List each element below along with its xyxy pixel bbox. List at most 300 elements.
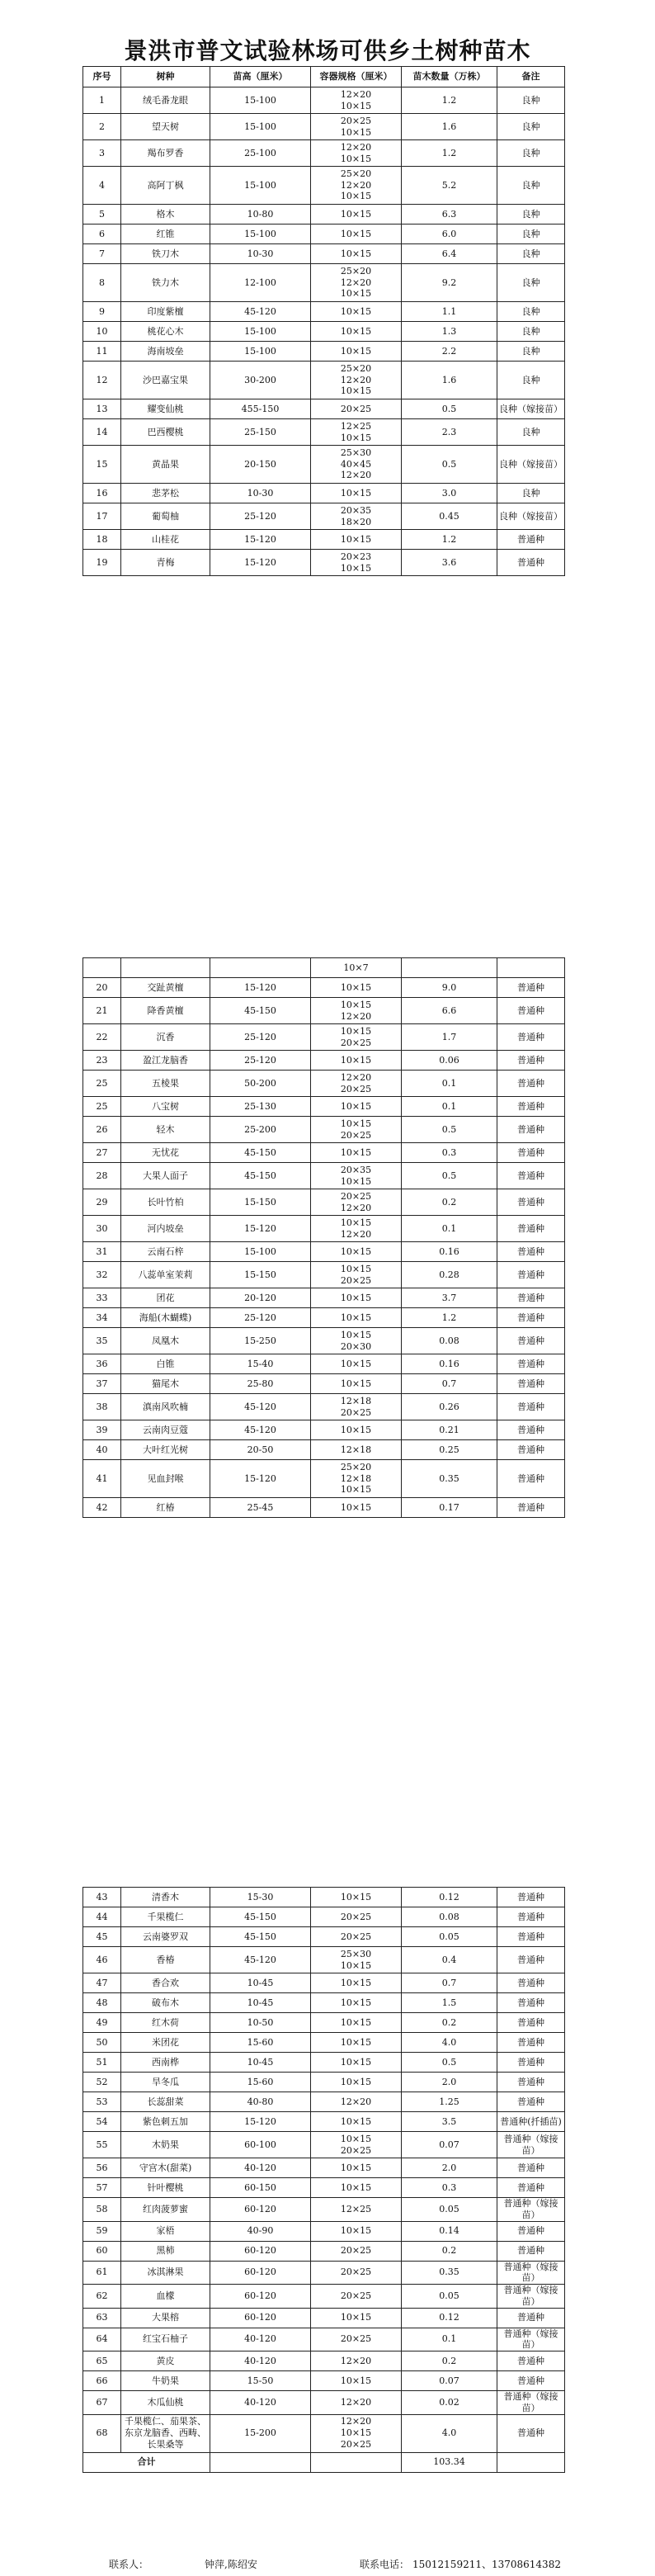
no-cell: 25 xyxy=(83,1071,121,1097)
height-cell: 40-120 xyxy=(210,2158,311,2178)
container-cell xyxy=(311,2414,402,2452)
species-cell: 黄皮 xyxy=(121,2351,210,2371)
height-cell: 15-120 xyxy=(210,1216,311,1242)
container-size: 10×15 xyxy=(340,248,372,259)
height-cell: 15-100 xyxy=(210,87,311,114)
table-row xyxy=(83,1374,565,1394)
quantity-cell: 3.5 xyxy=(402,2112,497,2132)
no-cell: 61 xyxy=(83,2261,121,2285)
species-cell: 破布木 xyxy=(121,1993,210,2013)
height-cell: 60-100 xyxy=(210,2132,311,2158)
no-cell: 14 xyxy=(83,419,121,446)
phone-label: 联系电话： xyxy=(360,2559,410,2570)
container-size: 20×25 xyxy=(340,1190,372,1202)
no-cell: 8 xyxy=(83,264,121,302)
table-row xyxy=(83,2158,565,2178)
species-cell: 交趾黄檀 xyxy=(121,978,210,998)
table-row xyxy=(83,1024,565,1051)
container-size: 10×15 xyxy=(340,2312,372,2323)
no-cell: 58 xyxy=(83,2198,121,2222)
quantity-cell: 9.0 xyxy=(402,978,497,998)
table-row xyxy=(83,978,565,998)
note-cell: 普通种 xyxy=(497,1907,565,1927)
container-size: 10×15 xyxy=(340,999,372,1010)
table-row xyxy=(83,205,565,225)
note-cell: 普通种 xyxy=(497,2241,565,2261)
note-cell: 普通种 xyxy=(497,1163,565,1189)
quantity-cell: 0.17 xyxy=(402,1498,497,1518)
container-size: 12×25 xyxy=(340,2203,372,2214)
note-cell: 普通种 xyxy=(497,998,565,1024)
container-size: 10×15 xyxy=(340,2016,372,2028)
contact-names: 钟萍,陈绍安 xyxy=(205,2559,257,2570)
quantity-cell: 1.1 xyxy=(402,302,497,322)
note-cell: 普通种 xyxy=(497,1440,565,1460)
table-row xyxy=(83,2132,565,2158)
no-cell: 4 xyxy=(83,167,121,205)
quantity-cell: 0.02 xyxy=(402,2391,497,2415)
note-cell: 良种 xyxy=(497,87,565,114)
species-cell: 青梅 xyxy=(121,550,210,576)
table-row xyxy=(83,1163,565,1189)
species-cell: 无忧花 xyxy=(121,1143,210,1163)
note-cell: 良种 xyxy=(497,322,565,342)
note-cell: 普通种 xyxy=(497,1262,565,1288)
height-cell: 45-150 xyxy=(210,1907,311,1927)
table-row xyxy=(83,1993,565,2013)
container-size: 12×20 xyxy=(340,88,372,100)
container-size: 10×15 xyxy=(340,2056,372,2068)
no-cell: 23 xyxy=(83,1051,121,1071)
quantity-cell: 1.25 xyxy=(402,2092,497,2112)
note-cell: 普通种 xyxy=(497,1354,565,1374)
container-size: 20×25 xyxy=(340,2144,372,2156)
table-row xyxy=(83,1888,565,1907)
height-cell: 15-120 xyxy=(210,1460,311,1498)
species-cell: 红锥 xyxy=(121,225,210,244)
container-cell xyxy=(311,530,402,550)
height-cell: 45-120 xyxy=(210,1420,311,1440)
container-size: 10×15 xyxy=(340,2036,372,2048)
height-cell: 60-120 xyxy=(210,2241,311,2261)
container-size: 10×15 xyxy=(340,2181,372,2193)
no-cell: 44 xyxy=(83,1907,121,1927)
species-cell: 黑柿 xyxy=(121,2241,210,2261)
container-cell xyxy=(311,2241,402,2261)
height-cell: 15-100 xyxy=(210,342,311,362)
quantity-cell: 0.5 xyxy=(402,1117,497,1143)
quantity-cell: 1.2 xyxy=(402,87,497,114)
no-cell: 56 xyxy=(83,2158,121,2178)
container-size: 20×25 xyxy=(340,1406,372,1418)
container-size: 10×15 xyxy=(340,1100,372,1112)
height-cell: 15-60 xyxy=(210,2033,311,2053)
quantity-cell: 0.5 xyxy=(402,399,497,419)
height-cell: 25-150 xyxy=(210,419,311,446)
container-size: 10×15 xyxy=(340,1312,372,1323)
species-cell: 八宝树 xyxy=(121,1097,210,1117)
table-row xyxy=(83,419,565,446)
no-cell: 13 xyxy=(83,399,121,419)
phone-numbers: 15012159211、13708614382 xyxy=(412,2559,561,2570)
quantity-cell: 1.2 xyxy=(402,1308,497,1328)
table-row xyxy=(83,114,565,140)
species-cell: 海南坡垒 xyxy=(121,342,210,362)
species-cell: 巴西樱桃 xyxy=(121,419,210,446)
note-cell: 普通种 xyxy=(497,1308,565,1328)
container-size: 20×25 xyxy=(340,2290,372,2301)
no-cell: 50 xyxy=(83,2033,121,2053)
height-cell: 15-120 xyxy=(210,2112,311,2132)
quantity-cell: 1.5 xyxy=(402,1993,497,2013)
container-size: 20×25 xyxy=(340,2266,372,2278)
species-cell: 紫色刺五加 xyxy=(121,2112,210,2132)
note-cell: 普通种 xyxy=(497,2221,565,2241)
height-cell: 15-120 xyxy=(210,530,311,550)
table-row xyxy=(83,2053,565,2073)
no-cell: 31 xyxy=(83,1242,121,1262)
species-cell: 耀变仙桃 xyxy=(121,399,210,419)
note-cell: 良种 xyxy=(497,484,565,503)
height-cell: 25-80 xyxy=(210,1374,311,1394)
no-cell: 60 xyxy=(83,2241,121,2261)
seedling-table-page-1 xyxy=(82,66,565,576)
table-row xyxy=(83,2414,565,2452)
container-size: 20×35 xyxy=(340,1164,372,1175)
container-size: 10×15 xyxy=(340,228,372,239)
no-cell: 66 xyxy=(83,2371,121,2391)
no-cell: 52 xyxy=(83,2073,121,2092)
quantity-cell: 0.07 xyxy=(402,2132,497,2158)
table-row xyxy=(83,2308,565,2328)
height-cell: 15-100 xyxy=(210,1242,311,1262)
no-cell: 63 xyxy=(83,2308,121,2328)
height-cell: 15-60 xyxy=(210,2073,311,2092)
species-cell: 红木荷 xyxy=(121,2013,210,2033)
container-size: 20×25 xyxy=(340,2438,372,2450)
total-label: 合计 xyxy=(83,2452,210,2472)
species-cell: 铁刀木 xyxy=(121,244,210,264)
container-size: 10×15 xyxy=(340,385,372,397)
quantity-cell: 0.2 xyxy=(402,2351,497,2371)
container-size: 20×25 xyxy=(340,1931,372,1942)
no-cell: 65 xyxy=(83,2351,121,2371)
table-row xyxy=(83,484,565,503)
species-cell: 见血封喉 xyxy=(121,1460,210,1498)
quantity-cell: 1.6 xyxy=(402,114,497,140)
species-cell: 云南石梓 xyxy=(121,1242,210,1262)
container-size: 12×20 xyxy=(340,2096,372,2107)
quantity-cell: 3.0 xyxy=(402,484,497,503)
container-size: 12×20 xyxy=(340,2355,372,2366)
note-cell: 良种（嫁接苗） xyxy=(497,503,565,530)
container-cell xyxy=(311,205,402,225)
table-row xyxy=(83,264,565,302)
note-cell: 良种 xyxy=(497,114,565,140)
species-cell: 红宝石柚子 xyxy=(121,2328,210,2351)
table-row xyxy=(83,2285,565,2309)
table-header-row xyxy=(83,67,565,87)
species-cell: 云南肉豆蔻 xyxy=(121,1420,210,1440)
container-size: 10×15 xyxy=(340,1378,372,1389)
height-cell: 10-45 xyxy=(210,1993,311,2013)
height-cell: 25-100 xyxy=(210,140,311,167)
quantity-cell: 0.1 xyxy=(402,1097,497,1117)
note-cell: 普通种 xyxy=(497,2178,565,2198)
species-cell: 望天树 xyxy=(121,114,210,140)
table-row xyxy=(83,1262,565,1288)
container-size: 12×20 xyxy=(340,179,372,191)
height-cell: 10-30 xyxy=(210,244,311,264)
container-size: 10×15 xyxy=(340,345,372,357)
quantity-cell: 0.21 xyxy=(402,1420,497,1440)
note-cell: 普通种 xyxy=(497,1071,565,1097)
height-cell: 40-90 xyxy=(210,2221,311,2241)
no-cell: 36 xyxy=(83,1354,121,1374)
no-cell: 2 xyxy=(83,114,121,140)
quantity-cell: 0.28 xyxy=(402,1262,497,1288)
table-row xyxy=(83,87,565,114)
no-cell: 55 xyxy=(83,2132,121,2158)
note-cell: 良种（嫁接苗） xyxy=(497,399,565,419)
quantity-cell: 0.12 xyxy=(402,1888,497,1907)
height-cell: 15-100 xyxy=(210,225,311,244)
no-cell: 37 xyxy=(83,1374,121,1394)
no-cell: 20 xyxy=(83,978,121,998)
height-cell: 45-120 xyxy=(210,302,311,322)
no-cell: 21 xyxy=(83,998,121,1024)
table-row xyxy=(83,2241,565,2261)
container-size: 10×15 xyxy=(340,2427,372,2439)
container-cell xyxy=(311,2053,402,2073)
container-cell xyxy=(311,503,402,530)
container-size: 20×25 xyxy=(340,115,372,126)
container-size: 10×15 xyxy=(340,1424,372,1435)
container-cell xyxy=(311,1907,402,1927)
note-cell: 普通种 xyxy=(497,1498,565,1518)
table-row xyxy=(83,550,565,576)
species-cell: 降香黄檀 xyxy=(121,998,210,1024)
note-cell: 普通种 xyxy=(497,1051,565,1071)
container-cell xyxy=(311,1097,402,1117)
table-row xyxy=(83,1117,565,1143)
quantity-cell: 0.35 xyxy=(402,2261,497,2285)
table-row xyxy=(83,1420,565,1440)
height-cell: 45-150 xyxy=(210,998,311,1024)
height-cell: 60-120 xyxy=(210,2285,311,2309)
species-cell: 长蕊甜菜 xyxy=(121,2092,210,2112)
header-height: 苗高（厘米） xyxy=(210,67,311,87)
note-cell: 良种 xyxy=(497,167,565,205)
note-cell: 普通种（嫁接苗） xyxy=(497,2198,565,2222)
species-cell: 羯布罗香 xyxy=(121,140,210,167)
container-cell xyxy=(311,550,402,576)
species-cell: 木瓜仙桃 xyxy=(121,2391,210,2415)
species-cell: 清香木 xyxy=(121,1888,210,1907)
species-cell: 米团花 xyxy=(121,2033,210,2053)
no-cell: 42 xyxy=(83,1498,121,1518)
container-cell xyxy=(311,1051,402,1071)
table-row xyxy=(83,2013,565,2033)
container-cell xyxy=(311,302,402,322)
note-cell: 普通种 xyxy=(497,1328,565,1354)
height-cell: 10-30 xyxy=(210,484,311,503)
quantity-cell: 2.0 xyxy=(402,2073,497,2092)
height-cell: 15-50 xyxy=(210,2371,311,2391)
note-cell: 普通种 xyxy=(497,1189,565,1216)
container-cell xyxy=(311,2261,402,2285)
table-row xyxy=(83,225,565,244)
note-cell: 普通种 xyxy=(497,2158,565,2178)
species-cell: 滇南风吹楠 xyxy=(121,1394,210,1420)
quantity-cell: 0.2 xyxy=(402,2013,497,2033)
container-cell xyxy=(311,2221,402,2241)
table-row xyxy=(83,1394,565,1420)
note-cell: 普通种 xyxy=(497,2414,565,2452)
container-size: 10×15 xyxy=(340,288,372,300)
height-cell: 40-80 xyxy=(210,2092,311,2112)
container-cell xyxy=(311,2178,402,2198)
container-size: 20×23 xyxy=(340,551,372,562)
quantity-cell: 1.7 xyxy=(402,1024,497,1051)
no-cell: 1 xyxy=(83,87,121,114)
height-cell: 15-100 xyxy=(210,114,311,140)
table-row xyxy=(83,1051,565,1071)
height-cell: 25-200 xyxy=(210,1117,311,1143)
container-cell xyxy=(311,1024,402,1051)
height-cell: 25-120 xyxy=(210,1051,311,1071)
container-size: 10×15 xyxy=(340,208,372,220)
container-size: 10×15 xyxy=(340,1146,372,1158)
quantity-cell: 2.2 xyxy=(402,342,497,362)
species-cell: 印度紫檀 xyxy=(121,302,210,322)
height-cell: 60-150 xyxy=(210,2178,311,2198)
container-cell xyxy=(311,2328,402,2351)
species-cell: 冰淇淋果 xyxy=(121,2261,210,2285)
quantity-cell: 6.3 xyxy=(402,205,497,225)
table-row xyxy=(83,2261,565,2285)
no-cell: 25 xyxy=(83,1097,121,1117)
quantity-cell: 0.2 xyxy=(402,2241,497,2261)
quantity-cell: 0.26 xyxy=(402,1394,497,1420)
note-cell: 普通种 xyxy=(497,1242,565,1262)
table-row xyxy=(83,2178,565,2198)
container-size: 10×15 xyxy=(340,1118,372,1129)
note-cell: 普通种 xyxy=(497,2033,565,2053)
height-cell: 455-150 xyxy=(210,399,311,419)
container-size: 12×20 xyxy=(340,1071,372,1083)
quantity-cell: 0.05 xyxy=(402,2198,497,2222)
seedling-table-page-2 xyxy=(82,957,565,1518)
table-row-continued xyxy=(83,958,565,978)
quantity-cell: 1.3 xyxy=(402,322,497,342)
species-cell: 黄晶果 xyxy=(121,446,210,484)
species-cell: 长叶竹柏 xyxy=(121,1189,210,1216)
quantity-cell: 0.16 xyxy=(402,1242,497,1262)
height-cell: 25-120 xyxy=(210,503,311,530)
no-cell: 67 xyxy=(83,2391,121,2415)
container-cell xyxy=(311,1420,402,1440)
container-size: 10×15 xyxy=(340,1054,372,1066)
container-cell xyxy=(311,1394,402,1420)
table-row xyxy=(83,1973,565,1993)
container-cell xyxy=(311,1071,402,1097)
container-cell xyxy=(311,484,402,503)
container-size: 10×15 xyxy=(340,100,372,111)
no-cell: 29 xyxy=(83,1189,121,1216)
height-cell: 60-120 xyxy=(210,2308,311,2328)
no-cell: 19 xyxy=(83,550,121,576)
note-cell: 普通种 xyxy=(497,1888,565,1907)
quantity-cell: 0.7 xyxy=(402,1374,497,1394)
note-cell: 普通种（嫁接苗） xyxy=(497,2391,565,2415)
table-row xyxy=(83,530,565,550)
table-row xyxy=(83,2033,565,2053)
no-cell: 12 xyxy=(83,362,121,399)
container-cell xyxy=(311,1328,402,1354)
container-cell xyxy=(311,342,402,362)
quantity-cell: 0.05 xyxy=(402,2285,497,2309)
species-cell: 西南桦 xyxy=(121,2053,210,2073)
container-cell xyxy=(311,1262,402,1288)
no-cell: 47 xyxy=(83,1973,121,1993)
container-size: 10×15 xyxy=(340,1977,372,1988)
height-cell: 40-120 xyxy=(210,2328,311,2351)
note-cell: 普通种 xyxy=(497,1420,565,1440)
container-size: 10×15 xyxy=(340,487,372,499)
container-size: 12×20 xyxy=(340,141,372,153)
note-cell: 良种 xyxy=(497,302,565,322)
no-cell: 41 xyxy=(83,1460,121,1498)
container-cell xyxy=(311,2158,402,2178)
total-row xyxy=(83,2452,565,2472)
height-cell: 15-200 xyxy=(210,2414,311,2452)
note-cell: 普通种（嫁接苗） xyxy=(497,2328,565,2351)
container-size: 12×18 xyxy=(340,1395,372,1406)
species-cell: 高阿丁枫 xyxy=(121,167,210,205)
quantity-cell: 0.5 xyxy=(402,2053,497,2073)
container-cell xyxy=(311,1143,402,1163)
no-cell: 22 xyxy=(83,1024,121,1051)
contact-label: 联系人： xyxy=(109,2559,149,2570)
height-cell: 15-150 xyxy=(210,1189,311,1216)
container-size: 12×25 xyxy=(340,420,372,432)
height-cell: 20-120 xyxy=(210,1288,311,1308)
quantity-cell: 6.6 xyxy=(402,998,497,1024)
height-cell: 45-120 xyxy=(210,1394,311,1420)
container-size: 10×15 xyxy=(340,1245,372,1257)
quantity-cell: 3.6 xyxy=(402,550,497,576)
container-size: 10×15 xyxy=(340,2225,372,2237)
height-cell: 45-150 xyxy=(210,1163,311,1189)
no-cell: 28 xyxy=(83,1163,121,1189)
no-cell: 5 xyxy=(83,205,121,225)
species-cell: 格木 xyxy=(121,205,210,225)
container-size: 25×20 xyxy=(340,265,372,277)
note-cell: 普通种 xyxy=(497,530,565,550)
container-cell xyxy=(311,2198,402,2222)
note-cell: 普通种 xyxy=(497,1024,565,1051)
species-cell: 千果榄仁、茄果茶、东京龙脑香、西畴、长果桑等 xyxy=(121,2414,210,2452)
species-cell: 千果榄仁 xyxy=(121,1907,210,1927)
container-cell xyxy=(311,1354,402,1374)
quantity-cell: 4.0 xyxy=(402,2033,497,2053)
table-row xyxy=(83,2371,565,2391)
species-cell: 葡萄柚 xyxy=(121,503,210,530)
note-cell: 普通种 xyxy=(497,978,565,998)
container-cell xyxy=(311,1498,402,1518)
header-no: 序号 xyxy=(83,67,121,87)
